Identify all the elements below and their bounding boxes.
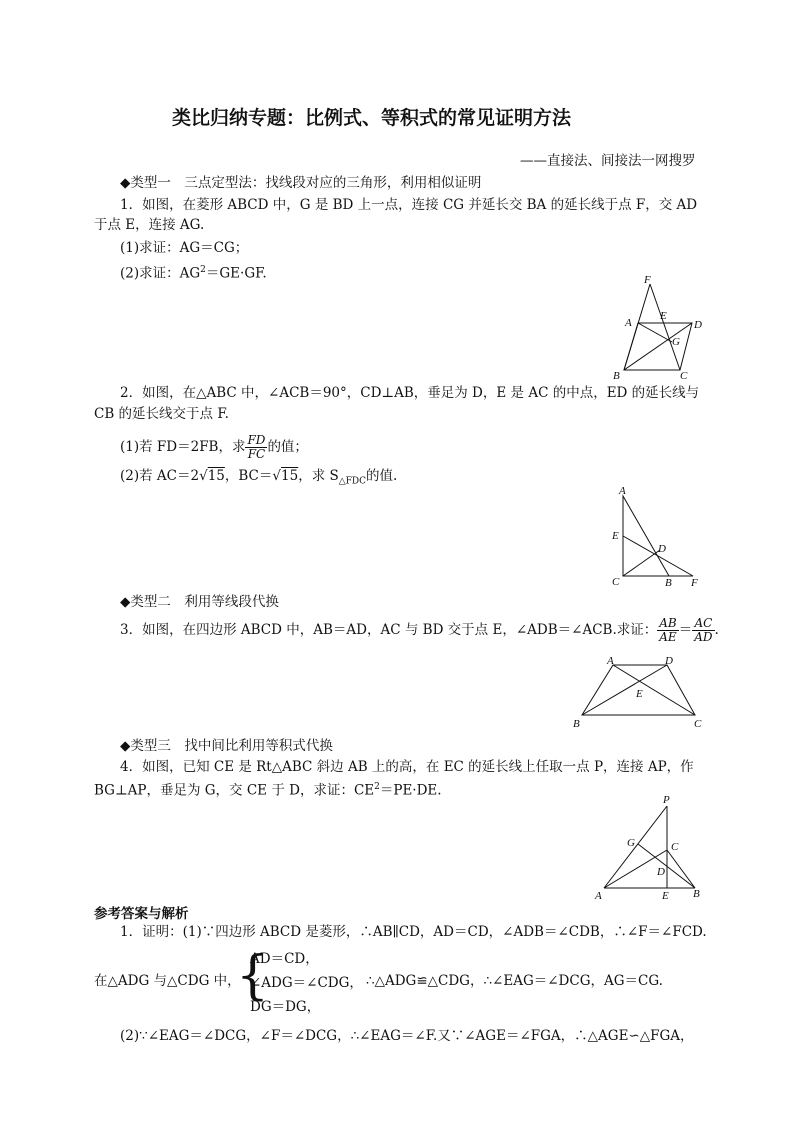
label-B: B <box>665 577 672 589</box>
label-G: G <box>627 837 635 849</box>
label-D: D <box>665 655 673 667</box>
fraction-ab-ae: $\frac{AB}{AE}$ <box>659 616 677 644</box>
system-brace: { <box>236 946 270 1006</box>
label-B: B <box>573 718 580 730</box>
type1-heading: ◆类型一 三点定型法：找线段对应的三角形，利用相似证明 <box>120 175 482 191</box>
label-A: A <box>595 890 602 902</box>
q3-text: 3．如图，在四边形 ABCD 中，AB＝AD，AC 与 BD 交于点 E，∠ADB＝∠ACB.求证： $\frac{AB}{AE}$ ＝ $\frac{AC}{AD}$ . <box>120 616 719 644</box>
page-title: 类比归纳专题：比例式、等积式的常见证明方法 <box>172 107 572 129</box>
label-C: C <box>671 841 679 853</box>
q4-line1: 4．如图，已知 CE 是 Rt△ABC 斜边 AB 上的高，在 EC 的延长线上任取一点 P，连接 AP，作 <box>120 759 694 775</box>
label-A: A <box>625 317 632 329</box>
q1-line2: 于点 E，连接 AG. <box>94 217 205 233</box>
label-C: C <box>612 576 620 588</box>
q2-part1: (1)若 FD＝2FB，求 $\frac{FD}{FC}$ 的值； <box>120 433 308 461</box>
label-F: F <box>644 274 651 286</box>
condition-2: ∠ADG＝∠CDG， <box>250 975 363 991</box>
label-D: D <box>658 543 666 555</box>
type3-heading: ◆类型三 找中间比利用等积式代换 <box>120 738 333 754</box>
type2-heading: ◆类型二 利用等线段代换 <box>120 594 279 610</box>
answer1-line3: (2)∵∠EAG＝∠DCG，∠F＝∠DCG，∴∠EAG＝∠F.又∵∠AGE＝∠FGA，∴△AGE∽△FGA， <box>120 1028 694 1044</box>
label-E: E <box>612 530 619 542</box>
label-F: F <box>691 577 698 589</box>
label-D: D <box>694 319 702 331</box>
fraction-ac-ad: $\frac{AC}{AD}$ <box>694 616 713 644</box>
figure-rhombus <box>610 272 705 382</box>
label-A: A <box>607 655 614 667</box>
label-P: P <box>663 794 670 806</box>
q1-part2: (2)求证：$AG^2=GE\cdot GF$. <box>120 265 267 282</box>
q2-part2: (2)若 AC＝2√15，BC＝√15，求 $S_{\triangle FDC}$的值. <box>120 468 398 487</box>
label-E: E <box>636 688 643 700</box>
label-B: B <box>613 370 620 382</box>
label-C: C <box>680 370 688 382</box>
fraction-fd-fc: $\frac{FD}{FC}$ <box>247 433 266 461</box>
label-A: A <box>619 485 626 497</box>
answer1-prefix: 在△ADG 与△CDG 中， <box>94 973 241 989</box>
q2-line2: CB 的延长线交于点 F. <box>94 406 229 422</box>
label-E: E <box>662 890 669 902</box>
condition-3: DG＝DG， <box>250 999 321 1015</box>
figure-right-triangle-altitude <box>592 792 707 904</box>
answers-heading: 参考答案与解析 <box>94 906 189 922</box>
line-fc <box>650 284 680 370</box>
q1-part1: (1)求证：AG＝CG； <box>120 240 249 256</box>
label-D: D <box>657 866 665 878</box>
figure-right-triangle <box>608 484 708 590</box>
label-B: B <box>693 888 700 900</box>
line-ef <box>623 536 693 576</box>
label-C: C <box>694 718 702 730</box>
answer1-line1: 1．证明：(1)∵四边形 ABCD 是菱形，∴AB∥CD，AD＝CD，∠ADB＝∠CDB，∴∠F＝∠FCD. <box>120 924 707 940</box>
q1-line1: 1．如图，在菱形 ABCD 中，G 是 BD 上一点，连接 CG 并延长交 BA 的延长线于点 F，交 AD <box>120 197 698 213</box>
label-E: E <box>660 310 667 322</box>
q2-line1: 2．如图，在△ABC 中，∠ACB＝90°，CD⊥AB，垂足为 D，E 是 AC 的中点，ED 的延长线与 <box>120 385 700 401</box>
subtitle: ——直接法、间接法一网搜罗 <box>520 153 696 169</box>
label-G: G <box>672 336 680 348</box>
condition-1: AD＝CD， <box>250 951 319 967</box>
triangle-abc <box>623 496 669 576</box>
q4-line2: BG⊥AP，垂足为 G，交 CE 于 D，求证：$CE^2=PE\cdot DE$. <box>94 782 442 799</box>
figure-quadrilateral <box>570 653 705 731</box>
answer1-conclusion: ∴△ADG≌△CDG，∴∠EAG＝∠DCG，AG＝CG. <box>366 973 663 989</box>
